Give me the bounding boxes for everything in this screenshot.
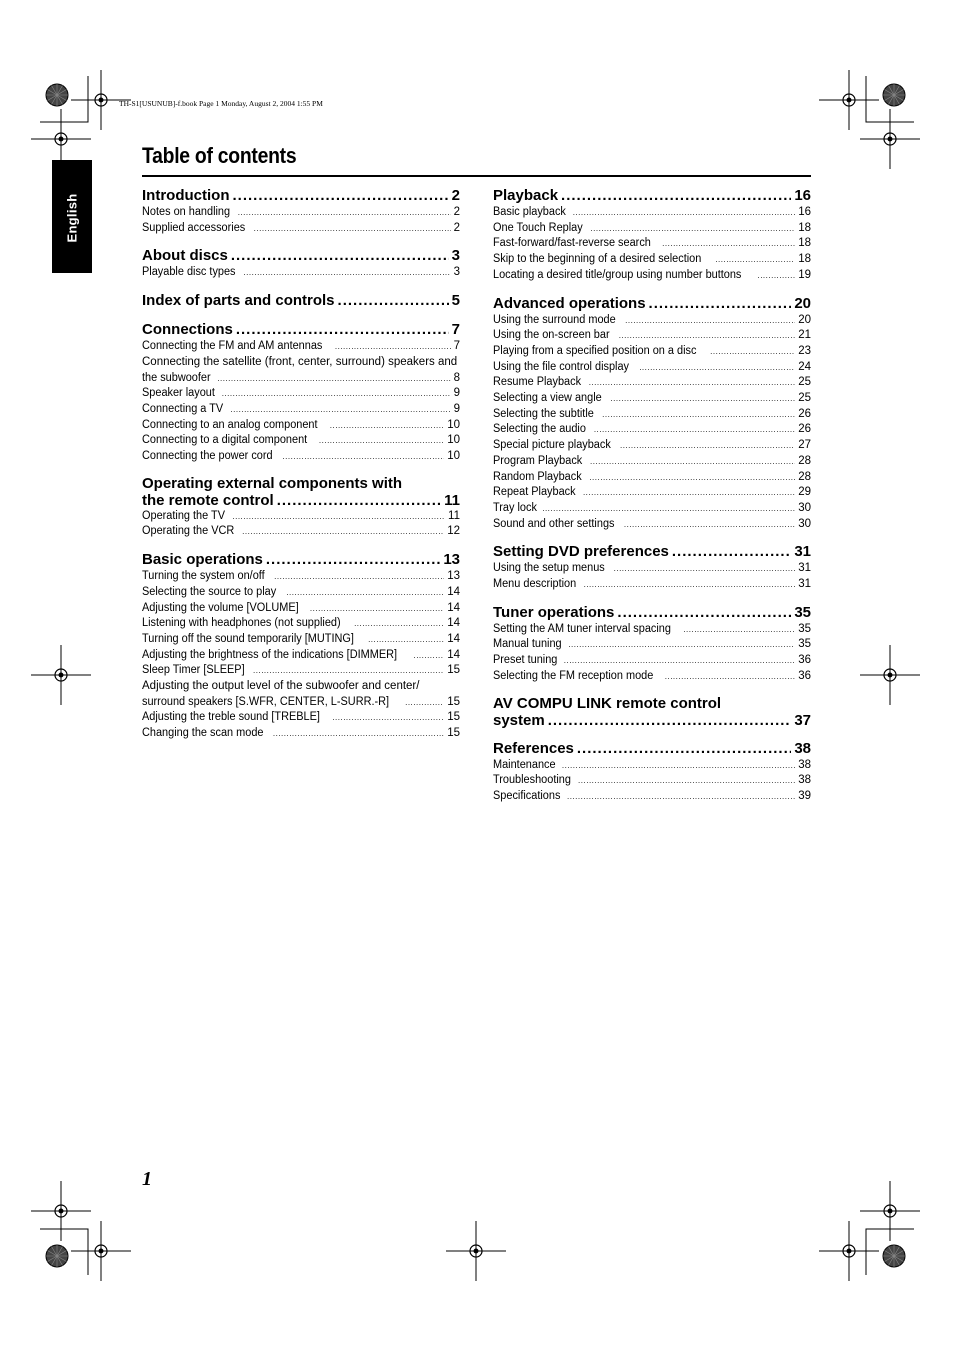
toc-section-heading[interactable]	[142, 186, 460, 205]
dot-leader	[338, 291, 449, 310]
toc-entry-page: 25	[798, 376, 811, 389]
toc-entry-text: Selecting the source to play	[142, 585, 277, 598]
toc-entry-text: Locating a desired title/group using number buttons	[493, 268, 742, 281]
toc-entry-page: 25	[798, 392, 811, 405]
toc-entry[interactable]	[493, 407, 811, 423]
toc-entry-line: Adjusting the output level of the subwoofer and center/	[142, 680, 420, 693]
dot-leader	[548, 712, 792, 729]
toc-entry-page: 23	[798, 344, 811, 357]
dot-leader	[368, 632, 444, 648]
toc-entry-text: Playing from a specified position on a disc	[493, 344, 697, 357]
toc-section-heading-text: Index of parts and controls	[142, 292, 335, 310]
toc-entry-page: 2	[453, 206, 460, 218]
dot-leader	[217, 371, 450, 387]
toc-entry[interactable]	[142, 569, 460, 585]
dot-leader	[413, 648, 444, 664]
dot-leader	[319, 433, 444, 449]
dot-leader	[254, 221, 451, 237]
crosshair-dot	[888, 1209, 893, 1214]
toc-entry-text: Connecting the power cord	[142, 450, 273, 463]
dot-leader	[567, 789, 795, 805]
dot-leader	[624, 517, 795, 533]
dot-leader	[573, 205, 795, 221]
toc-entry[interactable]	[493, 669, 811, 685]
toc-section-heading-page: 13	[443, 551, 460, 569]
toc-entry-page: 9	[453, 402, 460, 415]
dot-leader	[266, 550, 440, 569]
dot-leader	[273, 726, 444, 742]
toc-entry-end-text: surround speakers [S.WFR, CENTER, L-SURR.-R]	[142, 695, 390, 708]
dot-leader	[564, 653, 795, 669]
toc-entry-text: Speaker layout	[142, 387, 215, 400]
toc-entry[interactable]	[142, 679, 460, 710]
toc-entry[interactable]	[493, 313, 811, 329]
toc-section-heading-page: 20	[794, 294, 811, 312]
toc-entry-end-page: 15	[447, 695, 460, 708]
toc-entry-page: 15	[447, 727, 460, 740]
toc-section	[142, 246, 460, 281]
crosshair-dot	[847, 98, 852, 103]
dot-leader	[617, 603, 791, 622]
toc-entry-page: 7	[453, 340, 460, 353]
toc-entry-page: 35	[798, 638, 811, 651]
toc-entry-text: Maintenance	[493, 758, 556, 771]
dot-leader	[610, 391, 795, 407]
toc-entry-text: Playable disc types	[142, 266, 236, 279]
dot-leader	[230, 402, 450, 418]
toc-section-heading-end-text: the remote control	[142, 491, 274, 509]
toc-section-heading-end-page: 37	[794, 711, 811, 729]
toc-entry-page: 26	[798, 423, 811, 436]
dot-leader	[619, 328, 795, 344]
toc-section-heading[interactable]	[493, 695, 811, 729]
dot-leader	[232, 186, 448, 205]
toc-entry-text: Selecting the FM reception mode	[493, 669, 654, 682]
dot-leader	[236, 320, 449, 339]
toc-entry-page: 14	[447, 648, 460, 661]
toc-entry[interactable]	[493, 252, 811, 268]
dot-leader	[222, 386, 451, 402]
toc-entry-page: 18	[798, 237, 811, 250]
dot-leader	[542, 501, 795, 517]
toc-entry-page: 19	[798, 268, 811, 281]
toc-entry-text: Skip to the beginning of a desired selection	[493, 253, 702, 266]
toc-entry-text: Using the file control display	[493, 360, 630, 373]
toc-entry-page: 35	[798, 622, 811, 635]
toc-section-heading-end-page: 11	[444, 491, 460, 509]
crosshair-dot	[888, 137, 893, 142]
toc-entry-page: 16	[798, 206, 811, 218]
toc-entry-line: Connecting the satellite (front, center, surround) speakers and	[142, 355, 458, 368]
dot-leader	[354, 616, 444, 632]
crosshair-dot	[99, 98, 104, 103]
dot-leader	[242, 524, 444, 540]
toc-section	[493, 186, 811, 284]
toc-entry-page: 27	[798, 439, 811, 452]
dot-leader	[561, 186, 791, 205]
toc-entry-page: 2	[453, 221, 460, 234]
dot-leader	[672, 542, 791, 561]
toc-entry-page: 30	[798, 517, 811, 530]
toc-entry[interactable]	[493, 422, 811, 438]
toc-entry-text: One Touch Replay	[493, 221, 583, 234]
toc-entry-page: 38	[798, 774, 811, 787]
dot-leader	[710, 344, 795, 360]
dot-leader	[286, 585, 444, 601]
toc-entry-page: 15	[447, 664, 460, 677]
toc-entry[interactable]	[493, 773, 811, 789]
toc-entry[interactable]	[142, 509, 460, 525]
toc-entry-page: 30	[798, 501, 811, 514]
crosshair-dot	[59, 1209, 64, 1214]
toc-section	[142, 291, 460, 310]
toc-section-heading[interactable]	[142, 246, 460, 265]
toc-entry-text: Troubleshooting	[493, 774, 571, 787]
toc-section-heading-text: Playback	[493, 187, 559, 204]
toc-entry-page: 18	[798, 253, 811, 266]
toc-section-heading[interactable]	[493, 294, 811, 313]
dot-leader	[584, 577, 796, 593]
toc-entry[interactable]	[493, 470, 811, 486]
toc-entry[interactable]	[142, 648, 460, 664]
toc-entry[interactable]	[493, 561, 811, 577]
toc-entry-text: Turning the system on/off	[142, 570, 265, 583]
toc-entry-page: 36	[798, 654, 811, 667]
toc-entry-text: Basic playback	[493, 206, 566, 218]
toc-section-heading[interactable]	[493, 542, 811, 561]
toc-entry[interactable]	[142, 355, 460, 386]
dot-leader	[665, 669, 795, 685]
toc-entry-text: Operating the VCR	[142, 525, 235, 538]
toc-entry-text: Special picture playback	[493, 439, 611, 452]
toc-section-heading-text: Introduction	[142, 187, 230, 204]
dot-leader	[583, 485, 795, 501]
toc-entry-page: 10	[447, 418, 460, 431]
toc-section	[142, 475, 460, 540]
toc-section-heading[interactable]	[142, 550, 460, 569]
toc-section-heading-line: AV COMPU LINK remote control	[493, 694, 722, 712]
toc-entry-page: 9	[453, 387, 460, 400]
toc-section-heading-page: 7	[451, 321, 460, 339]
toc-entry[interactable]	[493, 637, 811, 653]
dot-leader	[335, 339, 451, 355]
dot-leader	[715, 252, 795, 268]
toc-section-heading-page: 16	[794, 187, 811, 204]
toc-entry-text: Connecting to an analog component	[142, 418, 318, 431]
toc-entry-text: Sleep Timer [SLEEP]	[142, 664, 245, 677]
toc-section-heading[interactable]	[142, 291, 460, 310]
toc-entry-page: 10	[447, 450, 460, 463]
toc-entry-page: 28	[798, 470, 811, 483]
toc-entry[interactable]	[493, 344, 811, 360]
page-number: 1	[142, 1168, 152, 1190]
toc-entry-page: 14	[447, 601, 460, 614]
toc-section-heading-end[interactable]	[142, 492, 460, 509]
toc-entry[interactable]	[493, 501, 811, 517]
toc-entry[interactable]	[142, 601, 460, 617]
dot-leader	[620, 438, 795, 454]
toc-section-heading-page: 2	[451, 187, 460, 204]
toc-entry[interactable]	[142, 205, 460, 221]
toc-entry-page: 10	[447, 434, 460, 447]
toc-entry-text: Sound and other settings	[493, 517, 615, 530]
toc-entry[interactable]	[493, 653, 811, 669]
dot-leader	[639, 360, 795, 376]
toc-section-heading[interactable]	[142, 320, 460, 339]
toc-entry-text: Using the surround mode	[493, 313, 616, 326]
dot-leader	[602, 407, 795, 423]
toc-section-heading-page: 3	[451, 247, 460, 265]
toc-section-heading-end[interactable]	[493, 712, 811, 729]
crosshair-dot	[59, 137, 64, 142]
toc-left-column	[142, 186, 460, 752]
toc-section	[493, 294, 811, 533]
toc-entry-page: 3	[453, 266, 460, 279]
toc-entry[interactable]	[493, 221, 811, 237]
toc-entry[interactable]	[493, 360, 811, 376]
toc-section	[142, 550, 460, 742]
toc-entry[interactable]	[493, 268, 811, 284]
toc-section-heading-line: Operating external components with	[142, 474, 403, 492]
toc-entry[interactable]	[493, 375, 811, 391]
toc-entry-page: 12	[447, 525, 460, 538]
toc-entry-end-text: the subwoofer	[142, 371, 211, 384]
dot-leader	[683, 622, 795, 638]
toc-entry-text: Tray lock	[493, 501, 537, 514]
toc-entry[interactable]	[493, 622, 811, 638]
toc-entry[interactable]	[142, 616, 460, 632]
toc-entry[interactable]	[142, 449, 460, 465]
toc-entry-text: Connecting a TV	[142, 402, 224, 415]
toc-entry-text: Supplied accessories	[142, 221, 246, 234]
toc-entry-page: 21	[798, 329, 811, 342]
toc-entry-page: 14	[447, 632, 460, 645]
toc-entry-page: 15	[447, 711, 460, 724]
crosshair-dot	[59, 673, 64, 678]
toc-entry-text: Connecting to a digital component	[142, 434, 308, 447]
toc-entry[interactable]	[493, 485, 811, 501]
print-info: TH-S1[USUNUB]-f.book Page 1 Monday, August 2, 2004 1:55 PM	[119, 99, 323, 108]
dot-leader	[594, 422, 795, 438]
dot-leader	[232, 509, 445, 525]
toc-entry[interactable]	[493, 328, 811, 344]
toc-entry-page: 26	[798, 407, 811, 420]
toc-entry[interactable]	[493, 454, 811, 470]
toc-section-heading-text: Setting DVD preferences	[493, 543, 669, 561]
dot-leader	[243, 265, 450, 281]
language-tab	[52, 160, 92, 273]
toc-entry[interactable]	[493, 391, 811, 407]
dot-leader	[577, 739, 791, 758]
toc-entry[interactable]	[142, 632, 460, 648]
dot-leader	[405, 695, 444, 711]
dot-leader	[330, 418, 444, 434]
toc-section-heading-end-text: system	[493, 711, 545, 729]
dot-leader	[310, 601, 444, 617]
toc-entry-text: Fast-forward/fast-reverse search	[493, 237, 651, 250]
toc-entry-end[interactable]	[142, 695, 460, 711]
dot-leader	[590, 454, 795, 470]
toc-entry[interactable]	[142, 265, 460, 281]
toc-entry-end[interactable]	[142, 371, 460, 387]
toc-entry-page: 20	[798, 313, 811, 326]
toc-section	[142, 186, 460, 236]
dot-leader	[589, 470, 795, 486]
toc-section-heading-text: Advanced operations	[493, 294, 646, 312]
dot-leader	[589, 375, 796, 391]
language-tab-label: English	[64, 193, 80, 243]
dot-leader	[662, 236, 795, 252]
toc-entry[interactable]	[142, 585, 460, 601]
dot-leader	[649, 294, 792, 313]
dot-leader	[614, 561, 796, 577]
toc-entry-text: Selecting the subtitle	[493, 407, 594, 420]
toc-entry-text: Using the setup menus	[493, 562, 605, 575]
toc-section-heading-text: About discs	[142, 247, 228, 265]
toc-section-heading-page: 31	[794, 543, 811, 561]
toc-entry[interactable]	[493, 205, 811, 221]
toc-entry[interactable]	[142, 221, 460, 237]
toc-entry-end-page: 8	[453, 371, 460, 384]
toc-entry-text: Notes on handling	[142, 206, 231, 218]
toc-entry-text: Repeat Playback	[493, 486, 576, 499]
dot-leader	[277, 492, 441, 509]
crosshair-dot	[847, 1249, 852, 1254]
toc-section	[493, 739, 811, 805]
crosshair-dot	[99, 1249, 104, 1254]
toc-entry-page: 14	[447, 585, 460, 598]
toc-entry-page: 18	[798, 221, 811, 234]
toc-entry-page: 31	[798, 562, 811, 575]
toc-entry-text: Turning off the sound temporarily [MUTING]	[142, 632, 354, 645]
toc-entry[interactable]	[142, 339, 460, 355]
dot-leader	[590, 221, 795, 237]
toc-entry-text: Using the on-screen bar	[493, 329, 610, 342]
toc-entry[interactable]	[142, 524, 460, 540]
toc-entry-text: Selecting the audio	[493, 423, 586, 436]
toc-entry-text: Preset tuning	[493, 654, 558, 667]
dot-leader	[282, 449, 444, 465]
toc-entry[interactable]	[142, 386, 460, 402]
toc-entry[interactable]	[142, 710, 460, 726]
toc-entry[interactable]	[493, 517, 811, 533]
dot-leader	[757, 268, 795, 284]
toc-section-heading-page: 38	[794, 739, 811, 757]
toc-section	[493, 603, 811, 685]
toc-section-heading-text: Tuner operations	[493, 603, 615, 621]
toc-entry[interactable]	[493, 438, 811, 454]
toc-section-heading-text: Connections	[142, 321, 233, 339]
toc-entry-text: Adjusting the volume [VOLUME]	[142, 601, 299, 614]
toc-entry[interactable]	[142, 418, 460, 434]
dot-leader	[238, 205, 451, 221]
dot-leader	[253, 663, 444, 679]
toc-entry-page: 29	[798, 486, 811, 499]
dot-leader	[562, 758, 795, 774]
toc-entry-text: Specifications	[493, 789, 561, 802]
toc-section-heading-text: References	[493, 739, 574, 757]
toc-entry[interactable]	[142, 402, 460, 418]
dot-leader	[578, 773, 795, 789]
toc-right-column	[493, 186, 811, 815]
toc-entry-text: Manual tuning	[493, 638, 562, 651]
toc-entry-page: 39	[798, 789, 811, 802]
toc-entry-text: Listening with headphones (not supplied)	[142, 617, 341, 630]
title-rule	[142, 175, 811, 177]
toc-section	[493, 695, 811, 729]
toc-entry-text: Adjusting the brightness of the indications [DIMMER]	[142, 648, 398, 661]
toc-entry[interactable]	[142, 433, 460, 449]
toc-entry-page: 38	[798, 758, 811, 771]
toc-entry[interactable]	[142, 726, 460, 742]
toc-entry-text: Random Playback	[493, 470, 582, 483]
crosshair-dot	[888, 673, 893, 678]
dot-leader	[274, 569, 444, 585]
toc-entry-text: Selecting a view angle	[493, 392, 602, 405]
toc-entry[interactable]	[493, 236, 811, 252]
toc-entry-text: Setting the AM tuner interval spacing	[493, 622, 671, 635]
toc-entry[interactable]	[493, 577, 811, 593]
toc-entry-page: 14	[447, 617, 460, 630]
toc-entry[interactable]	[493, 758, 811, 774]
toc-section-heading-page: 35	[794, 603, 811, 621]
dot-leader	[568, 637, 795, 653]
toc-entry-page: 36	[798, 669, 811, 682]
dot-leader	[332, 710, 444, 726]
toc-entry[interactable]	[142, 663, 460, 679]
toc-section	[142, 320, 460, 465]
toc-entry-text: Program Playback	[493, 454, 583, 467]
toc-entry-text: Operating the TV	[142, 509, 226, 522]
toc-entry-page: 11	[448, 509, 460, 522]
dot-leader	[625, 313, 795, 329]
toc-section-heading-page: 5	[451, 292, 460, 310]
toc-section-heading[interactable]	[493, 603, 811, 622]
crosshair-dot	[474, 1249, 479, 1254]
toc-section-heading-text: Basic operations	[142, 551, 263, 569]
toc-entry-text: Changing the scan mode	[142, 727, 264, 740]
toc-section-heading[interactable]	[493, 186, 811, 205]
toc-entry-text: Connecting the FM and AM antennas	[142, 340, 323, 353]
toc-section	[493, 542, 811, 592]
dot-leader	[231, 246, 449, 265]
toc-entry[interactable]	[493, 789, 811, 805]
toc-section-heading[interactable]	[493, 739, 811, 758]
toc-entry-page: 31	[798, 578, 811, 591]
page-title: Table of contents	[142, 143, 297, 168]
toc-entry-text: Menu description	[493, 578, 577, 591]
toc-entry-text: Resume Playback	[493, 376, 582, 389]
toc-entry-text: Adjusting the treble sound [TREBLE]	[142, 711, 320, 724]
toc-entry-page: 28	[798, 454, 811, 467]
toc-entry-page: 24	[798, 360, 811, 373]
toc-section-heading[interactable]	[142, 475, 460, 509]
toc-entry-page: 13	[447, 570, 460, 583]
